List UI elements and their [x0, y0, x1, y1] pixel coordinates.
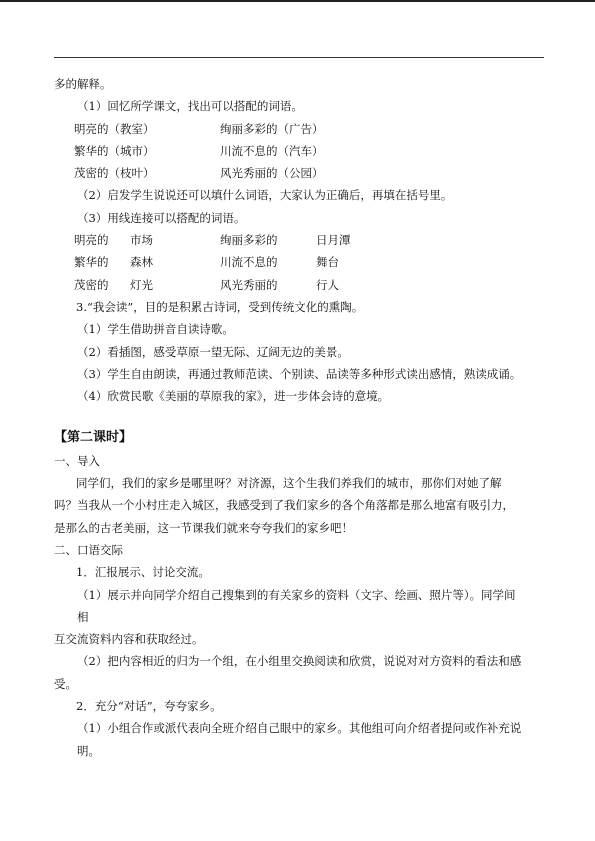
match-word: 明亮的	[74, 233, 109, 248]
word-left: 繁华的（城市）	[74, 143, 155, 158]
match-word: 日月潭	[316, 233, 351, 248]
text-line: （1）小组合作或派代表向全班介绍自己眼中的家乡。其他组可向介绍者提问或作补充说	[77, 721, 522, 736]
word-right: 风光秀丽的（公园）	[220, 166, 324, 181]
section-heading: 二、口语交际	[54, 542, 123, 557]
text-line: 吗？当我从一个小村庄走入城区，我感受到了我们家乡的各个角落都是那么地富有吸引力，	[54, 498, 514, 513]
match-word: 繁华的	[74, 255, 109, 270]
document-body	[54, 73, 549, 762]
list-item: （3）学生自由朗读，再通过教师范读、个别读、品读等多种形式读出感情，熟读成诵。	[77, 366, 522, 381]
text-line: （2）启发学生说说还可以填什么词语，大家认为正确后，再填在括号里。	[77, 188, 453, 203]
text-line: （3）用线连接可以搭配的词语。	[77, 210, 246, 225]
word-right: 川流不息的（汽车）	[220, 143, 324, 158]
list-item: （4）欣赏民歌《美丽的草原我的家》，进一步体会诗的意境。	[77, 389, 390, 404]
section-title: 【第二课时】	[54, 430, 133, 446]
list-item: （1）学生借助拼音自读诗歌。	[77, 322, 234, 337]
match-word: 川流不息的	[220, 255, 278, 270]
text-line: （2）把内容相近的归为一个组，在小组里交换阅读和欣赏，说说对对方资料的看法和感	[77, 654, 522, 669]
match-word: 绚丽多彩的	[220, 233, 278, 248]
match-row	[54, 251, 549, 273]
text-line: （1）回忆所学课文，找出可以搭配的词语。	[77, 99, 303, 114]
text-line: （1）展示并向同学介绍自己搜集到的有关家乡的资料（文字、绘画、照片等）。同学间	[77, 587, 516, 602]
text-line: 受。	[54, 676, 77, 691]
text-line: 2．充分“对话”，夸夸家乡。	[76, 699, 222, 714]
match-row	[54, 274, 549, 296]
match-word: 风光秀丽的	[220, 277, 278, 292]
text-line: 明。	[77, 743, 100, 758]
section-heading: 一、导入	[54, 453, 100, 468]
text-line: 是那么的古老美丽，这一节课我们就来夸夸我们的家乡吧！	[54, 520, 353, 535]
spacer	[54, 407, 549, 427]
text-line: 互交流资料内容和获取经过。	[54, 632, 204, 647]
text-line: 相	[77, 609, 89, 624]
word-pair-row	[54, 162, 549, 184]
page-top-border	[0, 0, 595, 2]
text-line: 多的解释。	[54, 77, 112, 91]
header-rule	[54, 57, 544, 58]
match-word: 森林	[130, 255, 153, 270]
text-line: 1．汇报展示、讨论交流。	[76, 565, 210, 580]
text-line: 3.“我会读”，目的是积累古诗词，受到传统文化的熏陶。	[76, 299, 364, 314]
text-line: 同学们，我们的家乡是哪里呀？对济源，这个生我们养我们的城市，那你们对她了解	[76, 476, 502, 491]
match-word: 舞台	[316, 255, 339, 270]
word-left: 明亮的（教室）	[74, 121, 155, 136]
match-row	[54, 229, 549, 251]
word-left: 茂密的（枝叶）	[74, 166, 155, 181]
word-pair-row	[54, 140, 549, 162]
match-word: 市场	[130, 233, 153, 248]
match-word: 茂密的	[74, 277, 109, 292]
match-word: 行人	[316, 277, 339, 292]
list-item: （2）看插图，感受草原一望无际、辽阔无边的美景。	[77, 344, 349, 359]
match-word: 灯光	[130, 277, 153, 292]
word-right: 绚丽多彩的（广告）	[220, 121, 324, 136]
word-pair-row	[54, 118, 549, 140]
